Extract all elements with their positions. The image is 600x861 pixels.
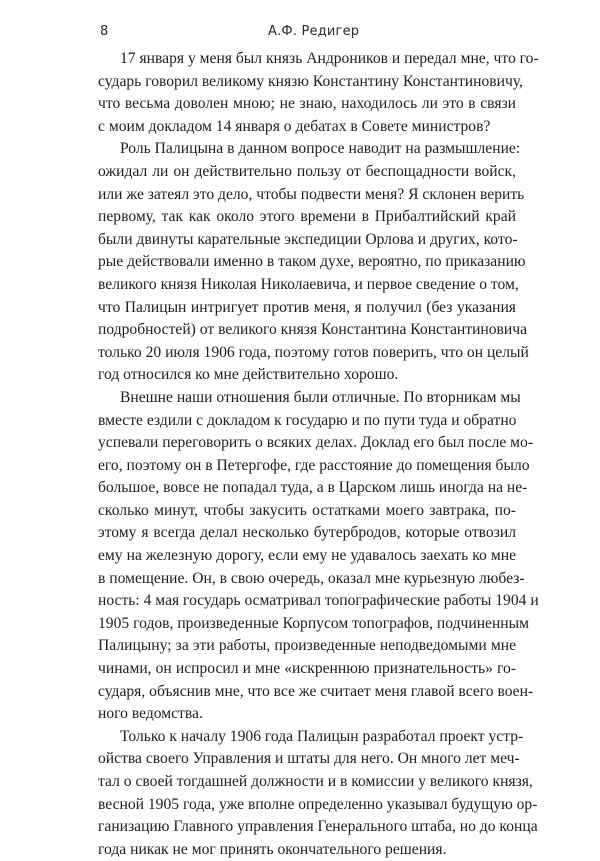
text-line: 1905 годов, произведенные Корпусом топографов, подчиненным [98, 614, 529, 632]
running-header [98, 24, 530, 44]
text-line: что Палицын интригует против меня, я получил (без указания [98, 298, 516, 316]
text-line: Внешне наши отношения были отличные. По вторникам мы [120, 388, 521, 406]
text-line: год относился ко мне действительно хорошо. [98, 366, 399, 384]
paragraph [98, 48, 539, 138]
page-number: 8 [100, 24, 109, 39]
text-line: 17 января у меня был князь Андроников и передал мне, что го- [120, 50, 539, 67]
text-line: первому, так как около этого времени в Прибалтийский край [98, 208, 516, 226]
text-line: ожидал ли он действительно пользу от беспощадности войск, [98, 162, 516, 180]
text-line: подробностей) от великого князя Константина Константиновича [98, 321, 528, 339]
text-line: ганизацию Главного управления Генерального штаба, но до конца [98, 818, 538, 836]
text-line: его, поэтому он в Петергофе, где расстояние до помещения было [98, 456, 530, 474]
text-line: ного ведомства. [98, 705, 203, 723]
text-line: были двинуты карательные экспедиции Орлова и других, кото- [98, 230, 518, 248]
text-line: сударь говорил великому князю Константину Константиновичу, [98, 72, 523, 90]
text-line: с моим докладом 14 января о дебатах в Совете министров? [98, 117, 491, 135]
text-line: сударя, объяснив мне, что все же считает меня главой всего воен- [98, 682, 534, 700]
text-line: ему на железную дорогу, если ему не удавалось заехать ко мне [98, 547, 516, 565]
text-line: весной 1905 года, уже вполне определенно указывал будущую ор- [98, 795, 538, 813]
text-line: чинами, он испросил и мне «искреннюю признательность» го- [98, 660, 516, 678]
text-line: рые действовали именно в таком духе, вероятно, по приказанию [98, 253, 526, 271]
text-line: что весьма доволен мною; не знаю, находилось ли это в связи [98, 95, 516, 113]
text-line: в помещение. Он, в свою очередь, оказал мне курьезную любез- [98, 569, 525, 587]
text-line: ность: 4 мая государь осматривал топографические работы 1904 и [98, 592, 539, 610]
paragraph [98, 138, 529, 387]
paragraph [98, 726, 538, 861]
running-title: А.Ф. Редигер [268, 24, 360, 39]
text-line: тал о своей тогдашней должности и в комиссии у великого князя, [98, 773, 533, 790]
text-line: или же затеял это дело, чтобы подвести меня? Я склонен верить [98, 185, 525, 203]
text-line: Только к началу 1906 года Палицын разработал проект устр- [120, 727, 524, 745]
text-line: Палицыну; за эти работы, произведенные неподведомыми мне [98, 637, 516, 655]
body-text [98, 48, 539, 861]
text-line: большое, вовсе не попадал туда, а в Царском лишь иногда на не- [98, 479, 528, 497]
paragraph [98, 387, 539, 726]
text-line: успевали переговорить о всяких делах. Доклад его был после мо- [98, 434, 534, 452]
text-line: ойства своего Управления и штаты для него. Он много лет меч- [98, 750, 520, 768]
text-line: этому я всегда делал несколько бутербродов, которые отвозил [98, 524, 516, 542]
text-line: великого князя Николая Николаевича, и первое сведение о том, [98, 275, 519, 293]
text-line: Роль Палицына в данном вопросе наводит на размышление: [120, 140, 521, 158]
text-line: только 20 июля 1906 года, поэтому готов поверить, что он целый [98, 343, 529, 361]
text-line: сколько минут, чтобы закусить остатками моего завтрака, по- [98, 501, 516, 519]
text-line: вместе ездили с докладом к государю и по пути туда и обратно [98, 411, 517, 429]
text-line: года никак не мог принять окончательного решения. [98, 840, 447, 858]
